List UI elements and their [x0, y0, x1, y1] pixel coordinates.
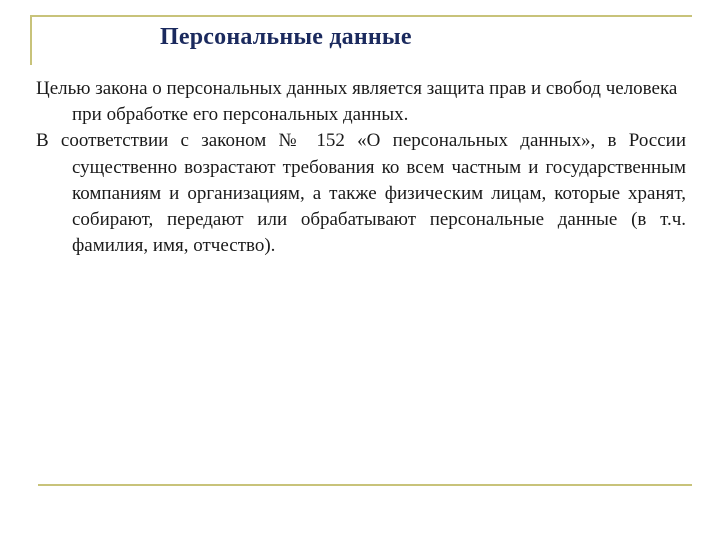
bottom-decorative-rule [38, 484, 692, 486]
slide-title: Персональные данные [160, 24, 412, 50]
paragraph-law-152: В соответствии с законом № 152 «О персональных данных», в России существенно возрастают требования ко всем частным и государственным компаниям и организациям, а также физическим лицам, которые хранят, собирают, передают или обрабатывают персональные данные (в т.ч. фамилия, имя, отчество). [36, 130, 686, 257]
paragraph-purpose: Целью закона о персональных данных является защита прав и свобод человека при обработке его персональных данных. [36, 78, 678, 126]
slide-body [36, 76, 686, 259]
left-decorative-rule [30, 15, 32, 65]
top-decorative-rule [30, 15, 692, 17]
